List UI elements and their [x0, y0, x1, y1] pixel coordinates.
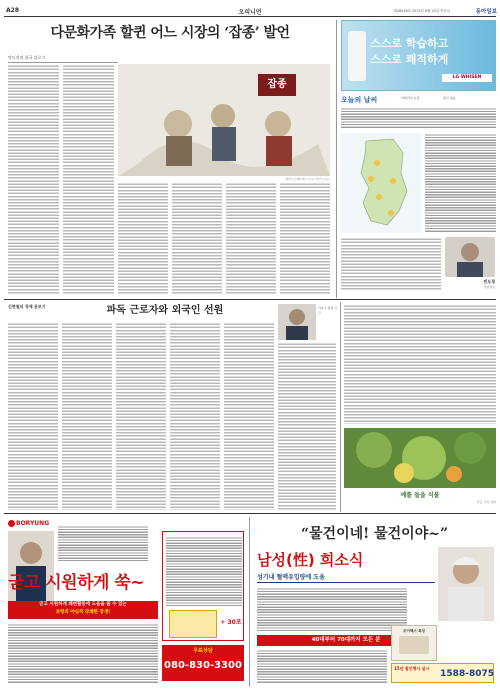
- columnist-avatar-icon: [445, 237, 495, 277]
- columnist-name: 빈도경: [483, 279, 495, 284]
- weather-map: [341, 133, 421, 233]
- ad-line-1: 스스로 학습하고: [370, 37, 449, 50]
- byline: [8, 55, 118, 61]
- forum-author-avatar-icon: [278, 304, 316, 340]
- forum-col1: [8, 322, 58, 510]
- weather-badge-2: [443, 96, 493, 101]
- ad-bottom-sub: 성기내 혈액유입량에 도움: [257, 573, 435, 583]
- boryung-price: + 30포: [220, 619, 242, 626]
- boryung-intro-text: [58, 525, 148, 561]
- plants-photo: [344, 428, 496, 488]
- forum-col5: [224, 322, 274, 510]
- weather-notes: [341, 237, 441, 291]
- korea-map-drawing: [341, 133, 421, 233]
- ad-bottom-title: 남성(性) 희소식: [257, 551, 364, 569]
- forum-col3: [116, 322, 166, 510]
- plants-image: [344, 428, 496, 488]
- ad-line-2: 스스로 쾌적하게: [370, 53, 449, 66]
- article-body-col3: [118, 182, 168, 294]
- top-headline: [8, 24, 332, 50]
- ad-brand: LG WHISEN: [442, 74, 492, 82]
- ad-bottom-promo: [391, 663, 494, 683]
- section-name: 오피니언: [238, 9, 262, 16]
- page-number: A28: [6, 7, 19, 14]
- boryung-sub-box: [8, 601, 158, 619]
- plants-title: 예를 들을 식물: [400, 492, 440, 499]
- ad-bottom-features: [257, 587, 407, 631]
- forum-col2: [62, 322, 112, 510]
- byline-text: 맛드깃의 한국 블로그: [8, 55, 46, 60]
- article-body-col6: [280, 182, 330, 294]
- columnist-photo: [445, 237, 495, 277]
- plants-caption: 작은 사진 설명: [476, 500, 496, 504]
- ad-bottom-ribbon: 40대부터 70대까지 모든 분: [257, 635, 435, 646]
- columnist-role: 경향일보: [483, 285, 495, 289]
- ad-bottom-phone: 1588-8075: [440, 669, 494, 679]
- bottom-right-ad: [253, 517, 496, 687]
- masthead-rule: [4, 16, 496, 17]
- article-body-col4: [172, 182, 222, 294]
- article-body-col2: [63, 64, 114, 294]
- section-rule-bottom: [4, 513, 496, 514]
- weather-city-list: [425, 133, 496, 233]
- forum-col6: [278, 342, 336, 510]
- ad-bottom-product-icon: [399, 636, 429, 654]
- illustration-caption: 일러스트레이션 ○○○ 기자 ○○○: [285, 177, 330, 181]
- forum-tag: 김현철의 경제 돋보기: [8, 304, 46, 309]
- boryung-headline-1: 굳고 시원하게 쑥~: [8, 573, 145, 593]
- boryung-sub-title: 굳고 시원하게 쾌변활동에 도움을 줄 수 있는: [39, 602, 127, 607]
- boryung-tel: 080-830-3300: [164, 660, 242, 671]
- forum-portrait-label: 다음주 칼럼 기고: [318, 306, 338, 315]
- illustration-drawing: [118, 64, 330, 176]
- byline-rule: [8, 62, 118, 63]
- boryung-logo-mark-icon: [8, 520, 15, 527]
- ad-quote: “물건이네! 물건이야~”: [300, 526, 449, 542]
- ad-model-icon: [438, 547, 494, 621]
- vertical-rule-top: [336, 20, 337, 298]
- ad-bottom-product: [391, 625, 437, 661]
- forum-col4: [170, 322, 220, 510]
- ad-bottom-details: [257, 649, 387, 683]
- headline-text: 다문화가족 할퀸 어느 시장의 ‘잡종’ 발언: [50, 25, 290, 41]
- boryung-headline: [8, 569, 158, 597]
- ad-bottom-promo-label: 15년 할인행사 실시: [394, 666, 430, 671]
- issue-date: 제28426호 2015년 6월 25일 목요일: [393, 9, 450, 13]
- weather-title: 오늘의 날씨: [341, 96, 378, 104]
- boryung-product-pack: [169, 610, 217, 638]
- section-rule-mid: [4, 299, 496, 300]
- ad-bottom-feature-label: 조이맥스 특징: [402, 629, 426, 633]
- forum-headline: [60, 303, 270, 319]
- top-right-ad: [341, 20, 496, 91]
- illustration-sign: 잡종: [267, 79, 287, 90]
- boryung-body-text: [8, 623, 158, 683]
- article-body-col5: [226, 182, 276, 294]
- article-illustration: [118, 64, 330, 176]
- article-body-col1: [8, 64, 59, 294]
- ad-bottom-portrait: [438, 547, 494, 621]
- forum-author-photo: [278, 304, 316, 340]
- forum-headline-text: 파독 근로자와 외국인 선원: [106, 305, 224, 316]
- plants-col-text: [344, 304, 496, 424]
- weather-badge-1-text: 미세먼지 보통: [401, 96, 420, 100]
- boryung-tel-label: 무료상담: [193, 648, 213, 654]
- weather-badge-1: [401, 96, 441, 101]
- weather-box: [341, 95, 496, 291]
- boryung-product-box: [162, 531, 244, 641]
- weather-summary: [341, 107, 496, 129]
- boryung-sub-title-2: 보령의 야심작 장쾌한 장생!: [55, 610, 111, 615]
- ad-product-icon: [348, 31, 366, 81]
- weather-badge-2-text: 황사 없음: [443, 96, 456, 100]
- brand-name: 동아일보: [475, 9, 497, 15]
- boryung-tel-bar: [162, 645, 244, 681]
- vertical-rule-mid: [340, 302, 341, 512]
- boryung-ad: [6, 517, 246, 687]
- boryung-brand: BORYUNG: [16, 520, 50, 527]
- boryung-benefit-list: [166, 536, 242, 606]
- vertical-rule-bottom: [249, 517, 250, 687]
